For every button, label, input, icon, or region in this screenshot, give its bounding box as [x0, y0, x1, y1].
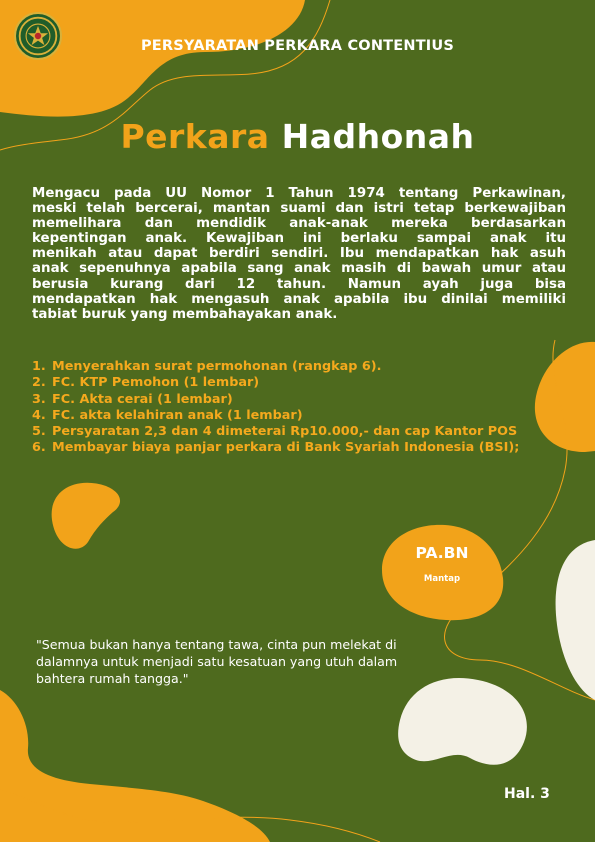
- cream-blob-right: [556, 540, 595, 700]
- list-item-number: 6.: [32, 440, 46, 456]
- leaf-blob: [52, 483, 120, 549]
- quote-line: dalamnya untuk menjadi satu kesatuan yang utuh dalam: [36, 654, 398, 669]
- list-item: [32, 375, 592, 391]
- list-item-number: 3.: [32, 391, 46, 407]
- list-item: [32, 359, 592, 375]
- list-item-text: Menyerahkan surat permohonan (rangkap 6).: [52, 359, 382, 374]
- cream-blob-bottom: [398, 678, 527, 765]
- badge-blob: [382, 525, 503, 620]
- list-item-text: FC. Akta cerai (1 lembar): [52, 391, 233, 407]
- list-item: [32, 440, 592, 456]
- list-item-text: Persyaratan 2,3 dan 4 dimeterai Rp10.000,- dan cap Kantor POS: [52, 424, 518, 440]
- list-item: [32, 392, 592, 408]
- quote-line: bahtera rumah tangga.": [36, 671, 189, 686]
- header-title: PERSYARATAN PERKARA CONTENTIUS: [140, 38, 455, 54]
- intro-line: tabiat buruk yang membahayakan anak.: [32, 306, 338, 322]
- intro-line: meski telah bercerai, mantan suami dan istri tetap berkewajiban: [32, 201, 566, 217]
- intro-line: Mengacu pada UU Nomor 1 Tahun 1974 tentang Perkawinan,: [32, 186, 566, 201]
- list-item-number: 2.: [32, 375, 46, 391]
- list-item-text: FC. akta kelahiran anak (1 lembar): [52, 407, 303, 423]
- list-item-text: Membayar biaya panjar perkara di Bank Syariah Indonesia (BSI);: [52, 440, 520, 456]
- badge-title: PA.BN: [415, 544, 469, 562]
- intro-line: kepentingan anak. Kewajiban ini berlaku sampai anak itu: [32, 231, 566, 247]
- list-item-number: 4.: [32, 407, 46, 423]
- page-title-accent: Perkara: [120, 117, 270, 156]
- intro-paragraph: [32, 186, 566, 322]
- page-title-rest: Hadhonah: [281, 117, 475, 156]
- quote-line: "Semua bukan hanya tentang tawa, cinta pun melekat di: [36, 637, 397, 652]
- page-number: Hal. 3: [504, 786, 550, 802]
- intro-line: menikah atau dapat berdiri sendiri. Ibu mendapatkan hak asuh: [32, 246, 566, 262]
- intro-line: memelihara dan mendidik anak-anak mereka berdasarkan: [32, 216, 566, 232]
- quote: [36, 636, 506, 687]
- page-title: [0, 117, 595, 156]
- badge-subtitle: Mantap: [423, 574, 461, 584]
- list-item-number: 5.: [32, 424, 46, 440]
- list-item-number: 1.: [32, 359, 46, 374]
- intro-line: berusia kurang dari 12 tahun. Namun ayah juga bisa: [32, 276, 566, 292]
- list-item: [32, 408, 592, 424]
- list-item-text: FC. KTP Pemohon (1 lembar): [52, 375, 260, 391]
- list-item: [32, 424, 592, 440]
- intro-line: mendapatkan hak mengasuh anak apabila ibu dinilai memiliki: [32, 291, 566, 307]
- intro-line: anak sepenuhnya apabila sang anak masih di bawah umur atau: [32, 261, 566, 277]
- bottom-left-blob: [0, 690, 270, 842]
- requirements-list: [32, 359, 592, 457]
